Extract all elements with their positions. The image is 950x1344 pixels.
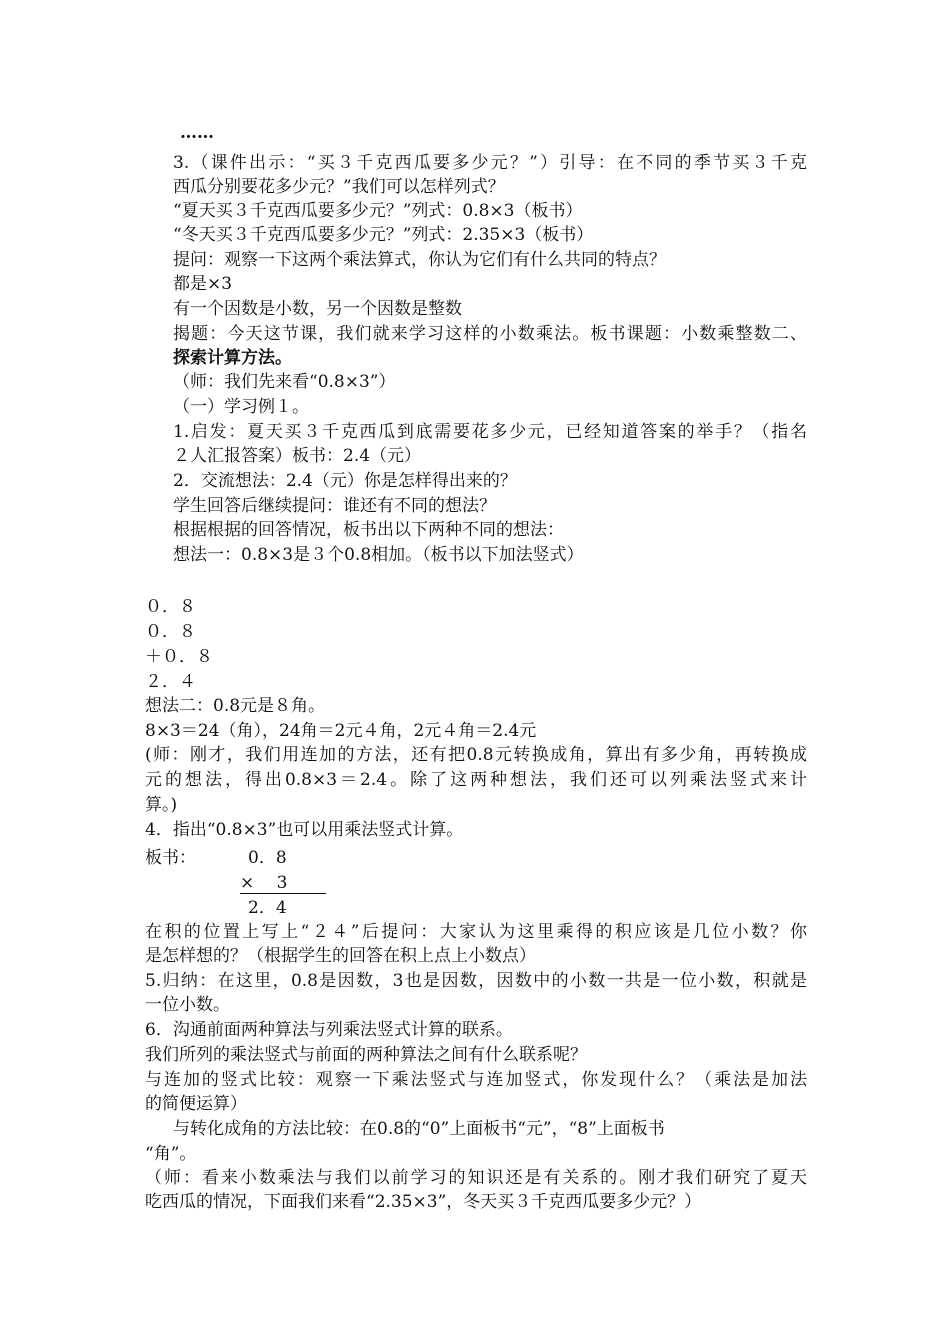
paragraph-line: （师：看来小数乘法与我们以前学习的知识还是有关系的。刚才我们研究了夏天	[145, 1168, 807, 1188]
paragraph-line: 根据根据的回答情况，板书出以下两种不同的想法：	[173, 520, 564, 540]
paragraph-line: “夏天买３千克西瓜要多少元？”列式：0.8×3（板书）	[173, 201, 583, 221]
paragraph-line: 有一个因数是小数，另一个因数是整数	[173, 299, 462, 319]
paragraph-line: (师：刚才，我们用连加的方法，还有把0.8元转换成角，算出有多少角，再转换成	[145, 745, 807, 765]
board-label: 板书：	[145, 848, 196, 868]
paragraph-line: 元的想法，得出0.8×3＝2.4。除了这两种想法，我们还可以列乘法竖式来计	[145, 770, 807, 790]
paragraph-line: 想法一：0.8×3是３个0.8相加。（板书以下加法竖式）	[173, 545, 584, 565]
paragraph-line: 我们所列的乘法竖式与前面的两种算法之间有什么联系呢？	[145, 1045, 587, 1065]
paragraph-line: 5.归纳：在这里，0.8是因数，3也是因数，因数中的小数一共是一位小数，积就是	[145, 971, 807, 991]
addition-row: ＋０．８	[145, 647, 213, 667]
ellipsis: ……	[180, 123, 214, 143]
addition-result: ２．４	[145, 672, 196, 692]
paragraph-line: （师：我们先来看“0.8×3”）	[173, 372, 396, 392]
paragraph-line: 想法二：0.8元是８角。	[145, 696, 326, 716]
paragraph-line: 吃西瓜的情况，下面我们来看“2.35×3”，冬天买３千克西瓜要多少元？）	[145, 1192, 702, 1212]
addition-row: ０．８	[145, 597, 196, 617]
paragraph-line: （一）学习例１。	[173, 397, 309, 417]
paragraph-line: 是怎样想的？（根据学生的回答在积上点上小数点）	[145, 946, 536, 966]
paragraph-line: 算。)	[145, 795, 178, 815]
paragraph-line: 与转化成角的方法比较：在0.8的“0”上面板书“元”，“8”上面板书	[173, 1119, 665, 1139]
paragraph-line: 与连加的竖式比较：观察一下乘法竖式与连加竖式，你发现什么？（乘法是加法	[145, 1070, 807, 1090]
paragraph-line: 在积的位置上写上“２４”后提问：大家认为这里乘得的积应该是几位小数？你	[145, 922, 807, 942]
paragraph-line: “冬天买３千克西瓜要多少元？”列式：2.35×3（板书）	[173, 225, 594, 245]
paragraph-line: 一位小数。	[145, 995, 230, 1015]
paragraph-line: 的简便运算）	[145, 1094, 247, 1114]
multiplication-row: × 3	[240, 871, 326, 894]
multiplication-result: 2．4	[248, 898, 287, 918]
section-heading: 探索计算方法。	[173, 348, 292, 368]
paragraph-line: ２人汇报答案）板书：2.4（元）	[173, 446, 422, 466]
paragraph-line: 揭题：今天这节课，我们就来学习这样的小数乘法。板书课题：小数乘整数二、	[173, 324, 807, 344]
paragraph-line: 西瓜分别要花多少元？”我们可以怎样列式？	[173, 177, 505, 197]
addition-row: ０．８	[145, 622, 196, 642]
paragraph-line: 学生回答后继续提问：谁还有不同的想法？	[173, 496, 496, 516]
paragraph-line: 6．沟通前面两种算法与列乘法竖式计算的联系。	[145, 1020, 513, 1040]
paragraph-line: 4．指出“0.8×3”也可以用乘法竖式计算。	[145, 820, 464, 840]
paragraph-line: 提问：观察一下这两个乘法算式，你认为它们有什么共同的特点？	[173, 250, 666, 270]
paragraph-line: 8×3＝24（角），24角＝2元４角，2元４角＝2.4元	[145, 721, 537, 741]
paragraph-line: 都是×3	[173, 274, 233, 294]
paragraph-line: 1.启发：夏天买３千克西瓜到底需要花多少元，已经知道答案的举手？（指名	[173, 422, 807, 442]
paragraph-line: 2．交流想法：2.4（元）你是怎样得出来的？	[173, 471, 517, 491]
paragraph-line: “角”。	[145, 1144, 197, 1164]
paragraph-line: 3.（课件出示：“买３千克西瓜要多少元？”）引导：在不同的季节买３千克	[173, 153, 807, 173]
multiplication-row: 0．8	[248, 848, 287, 868]
